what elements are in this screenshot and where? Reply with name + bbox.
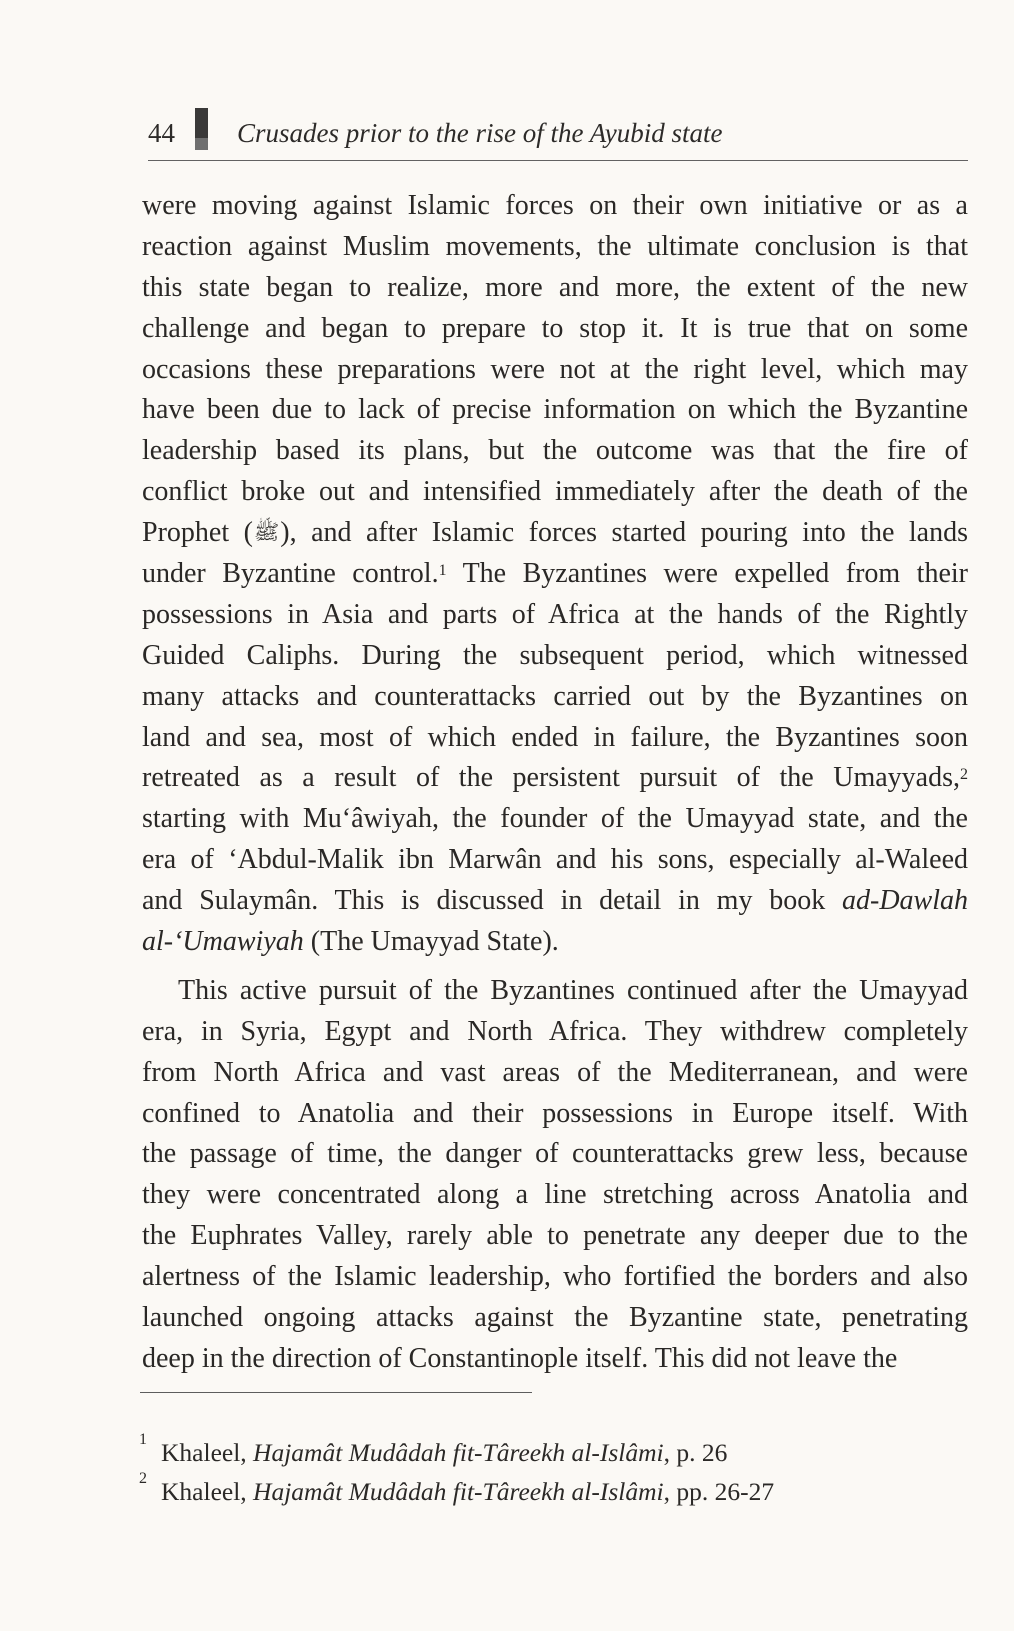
footnote-divider [140,1392,532,1393]
line-continuation: ), and after Islamic forces started pouring into the lands [280,517,968,549]
text-line [142,554,968,595]
text-line [142,881,968,922]
footnote-pages: , p. 26 [663,1438,728,1467]
line-start: retreated as a result of the persistent pursuit of the Umayyads, [142,762,960,794]
paragraph-gap [142,963,968,971]
footnote-author: Khaleel, [161,1477,254,1506]
footnote-title: Hajamât Mudâdah fit-Târeekh al-Islâmi [253,1438,664,1467]
text-line: starting with Mu‘âwiyah, the founder of the Umayyad state, and the [142,803,968,835]
text-line: Guided Caliphs. During the subsequent period, which witnessed [142,639,968,671]
page-number: 44 [148,118,175,148]
text-line: This active pursuit of the Byzantines continued after the Umayyad [178,974,968,1006]
honorific-glyph: ﷺ [253,520,280,545]
text-line [142,758,968,799]
footnote-author: Khaleel, [161,1438,254,1467]
header-divider [148,160,968,161]
text-line [142,513,968,554]
footnote-pages: , pp. 26-27 [663,1477,775,1506]
text-line: reaction against Muslim movements, the ultimate conclusion is that [142,230,968,262]
text-line: from North Africa and vast areas of the Mediterranean, and were [142,1056,968,1088]
header-bar-ornament [195,108,208,150]
footnote-item: $^2$ Khaleel, Hajamât Mudâdah fit-Târeekh al-Islâmi, pp. 26-27 [139,1470,775,1506]
text-line: have been due to lack of precise information on which the Byzantine [142,394,968,426]
text-line: land and sea, most of which ended in failure, the Byzantines soon [142,721,968,753]
text-line: era of ‘Abdul-Malik ibn Marwân and his sons, especially al-Waleed [142,844,968,876]
text-line: deep in the direction of Constantinople itself. This did not leave the [142,1342,898,1374]
footnote-item: $^1$ Khaleel, Hajamât Mudâdah fit-Târeekh al-Islâmi, p. 26 [139,1431,728,1467]
text-line: leadership based its plans, but the outcome was that the fire of [142,435,968,467]
line-start: under Byzantine control. [142,558,439,590]
text-line: the passage of time, the danger of counterattacks grew less, because [142,1138,968,1170]
footnotes [139,1433,959,1511]
line-start: and Sulaymân. This is discussed in detail in my book [142,885,842,917]
prophet-text: Prophet ( [142,517,253,549]
line-continuation: (The Umayyad State). [303,926,559,958]
text-line: possessions in Asia and parts of Africa at the hands of the Rightly [142,598,968,630]
text-line: they were concentrated along a line stretching across Anatolia and [142,1179,968,1211]
book-title-part: ad-Dawlah [842,885,968,917]
footnote-reference: 1 [438,561,447,579]
text-line: alertness of the Islamic leadership, who fortified the borders and also [142,1261,968,1293]
text-line: era, in Syria, Egypt and North Africa. They withdrew completely [142,1015,968,1047]
book-title-part: al-‘Umawiyah [142,926,304,958]
text-line: this state began to realize, more and more, the extent of the new [142,271,968,303]
text-line: confined to Anatolia and their possessions in Europe itself. With [142,1097,968,1129]
main-text [142,186,968,1376]
running-head [148,108,968,154]
footnote-reference: 2 [960,766,968,784]
text-line: challenge and began to prepare to stop it. It is true that on some [142,312,968,344]
text-line: occasions these preparations were not at the right level, which may [142,353,968,385]
text-line: conflict broke out and intensified immediately after the death of the [142,476,968,508]
running-title: Crusades prior to the rise of the Ayubid state [237,118,723,148]
footnote-title: Hajamât Mudâdah fit-Târeekh al-Islâmi [253,1477,664,1506]
text-line: launched ongoing attacks against the Byzantine state, penetrating [142,1302,968,1334]
text-line [142,922,968,963]
text-line: the Euphrates Valley, rarely able to penetrate any deeper due to the [142,1220,968,1252]
text-line: were moving against Islamic forces on their own initiative or as a [142,190,968,221]
text-line: many attacks and counterattacks carried out by the Byzantines on [142,680,968,712]
line-continuation: The Byzantines were expelled from their [446,558,968,590]
